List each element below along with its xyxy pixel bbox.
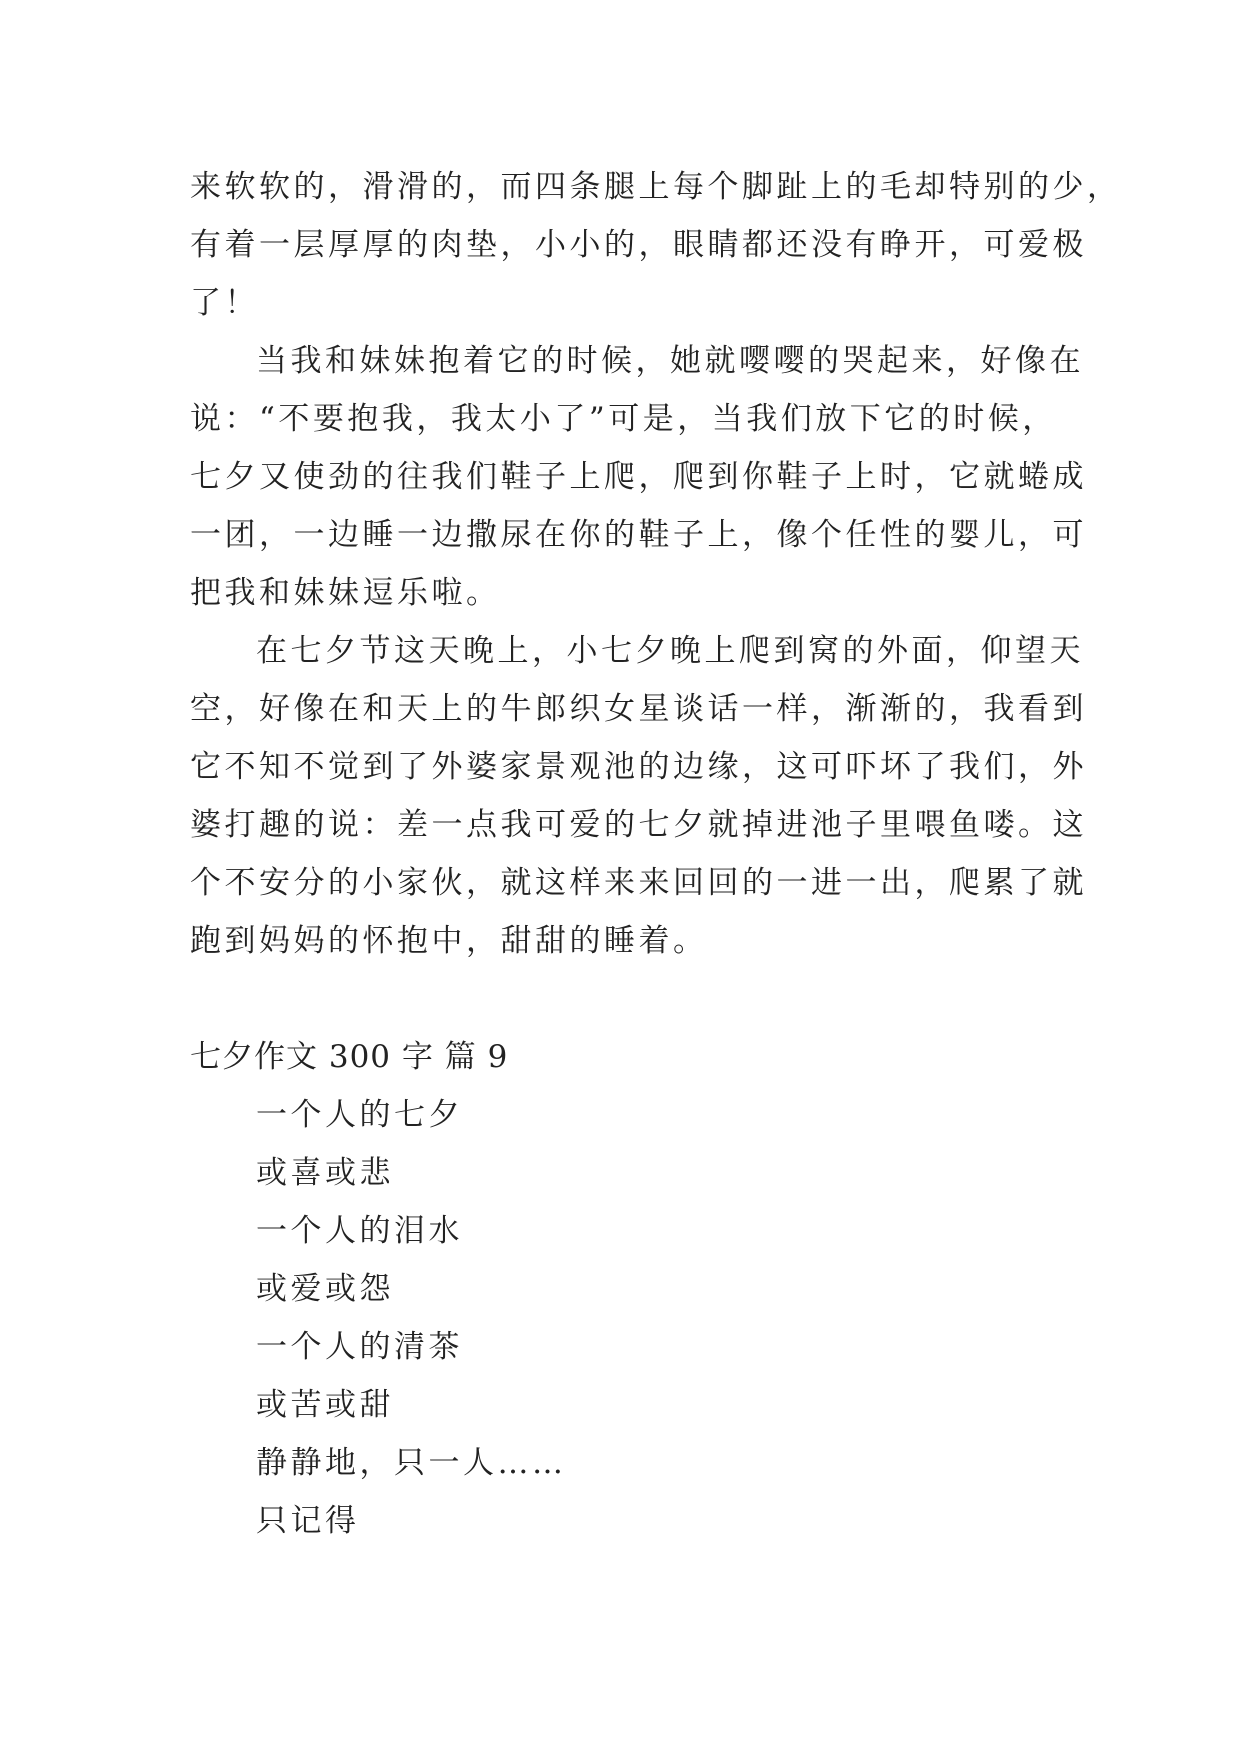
poem-line: 或喜或悲	[256, 1155, 394, 1191]
document-body	[190, 158, 1122, 1550]
poem	[190, 1086, 1060, 1550]
paragraph-line: 一团，一边睡一边撒尿在你的鞋子上，像个任性的婴儿，可	[190, 517, 1087, 553]
paragraph-1	[190, 158, 1122, 332]
paragraph-line: 七夕又使劲的往我们鞋子上爬，爬到你鞋子上时，它就蜷成	[190, 459, 1087, 495]
poem-line: 只记得	[256, 1503, 360, 1539]
section-title: 七夕作文 300 字 篇 9	[190, 1039, 509, 1075]
poem-line: 一个人的清茶	[256, 1329, 463, 1365]
poem-line: 一个人的泪水	[256, 1213, 463, 1249]
paragraph-3	[190, 622, 1087, 970]
paragraph-line: 来软软的，滑滑的，而四条腿上每个脚趾上的毛却特别的少，	[190, 169, 1122, 205]
paragraph-line: 个不安分的小家伙，就这样来来回回的一进一出，爬累了就	[190, 865, 1087, 901]
paragraph-line: 婆打趣的说：差一点我可爱的七夕就掉进池子里喂鱼喽。这	[190, 807, 1087, 843]
poem-line: 静静地，只一人……	[256, 1445, 567, 1481]
poem-line: 一个人的七夕	[256, 1097, 463, 1133]
paragraph-line: 在七夕节这天晚上，小七夕晚上爬到窝的外面，仰望天	[256, 633, 1084, 669]
paragraph-line: 它不知不觉到了外婆家景观池的边缘，这可吓坏了我们，外	[190, 749, 1087, 785]
paragraph-line: 跑到妈妈的怀抱中，甜甜的睡着。	[190, 923, 708, 959]
paragraph-line: 了！	[190, 285, 259, 321]
poem-line: 或苦或甜	[256, 1387, 394, 1423]
paragraph-line: 当我和妹妹抱着它的时候，她就嘤嘤的哭起来，好像在	[256, 343, 1084, 379]
section-spacer	[190, 970, 1060, 1028]
paragraph-line: 有着一层厚厚的肉垫，小小的，眼睛都还没有睁开，可爱极	[190, 227, 1087, 263]
paragraph-line: 说：“不要抱我，我太小了”可是，当我们放下它的时候，	[190, 401, 1057, 437]
poem-line: 或爱或怨	[256, 1271, 394, 1307]
paragraph-2	[190, 332, 1087, 622]
paragraph-line: 把我和妹妹逗乐啦。	[190, 575, 501, 611]
paragraph-line: 空，好像在和天上的牛郎织女星谈话一样，渐渐的，我看到	[190, 691, 1087, 727]
